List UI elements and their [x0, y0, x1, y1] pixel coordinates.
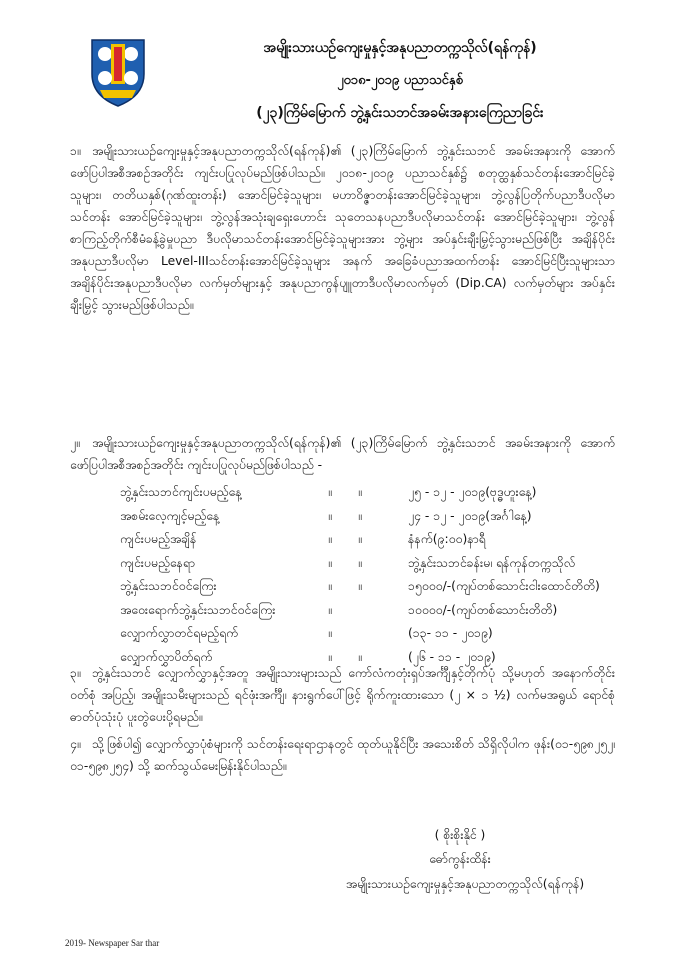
schedule-separator: ။	[328, 555, 332, 570]
schedule-label: ဘွဲ့နှင်းသဘင်ဝင်ကြေး	[120, 579, 217, 593]
schedule-separator: ။	[328, 602, 332, 617]
schedule-value: ဘွဲ့နှင်းသဘင်ခန်းမ၊ ရန်ကုန်တက္ကသိုလ်	[408, 555, 576, 570]
paragraph-number: ၃။	[70, 666, 81, 680]
schedule-value: နံနက်(၉:၀၀)နာရီ	[408, 532, 486, 546]
schedule-separator: ။	[328, 508, 332, 523]
schedule-row	[120, 509, 620, 533]
paragraph-number: ၂။	[70, 436, 80, 450]
paragraph-number: ၁။	[70, 144, 81, 158]
paragraph-number: ၄။	[70, 737, 81, 751]
schedule-row	[120, 626, 620, 650]
schedule-separator: ။	[328, 649, 332, 664]
schedule-label: ကျင်းပမည့်အချိန်	[120, 532, 197, 546]
schedule-label: ကျင်းပမည့်နေရာ	[120, 555, 196, 570]
schedule-label: ဘွဲ့နှင်းသဘင်ကျင်းပမည့်နေ့	[120, 485, 242, 499]
announcement-subject: (၂၃)ကြိမ်မြောက် ဘွဲ့နှင်းသဘင်အခမ်းအနားကြေညာခြင်း	[256, 105, 544, 121]
signatory-name: ( စိုးစိုးနိုင် )	[434, 828, 486, 842]
schedule-separator: ။	[328, 485, 332, 499]
paragraph-text: သို့ဖြစ်ပါ၍ လျှောက်လွှာပုံစံများကို သင်တန်းရေးရာဌာနတွင် ထုတ်ယူနိုင်ပြီး အသေးစိတ် သိရှိလိုပါက ဖုန်း(၀၁-၅၉၈၂၅၂၊ ၀၁-၅၉၈၂၅၄) သို့ ဆက်သွယ်မေးမြန်းနိုင်ပါသည်။	[70, 737, 615, 773]
paragraph-2	[70, 432, 615, 476]
schedule-row	[120, 556, 620, 580]
schedule-value: ၁၀၀၀၀/-(ကျပ်တစ်သောင်းတိတိ)	[408, 602, 558, 617]
signatory-organization: အမျိုးသားယဉ်ကျေးမှုနှင့်အနုပညာတက္ကသိုလ်(ရန်ကုန်)	[345, 877, 585, 891]
schedule-separator: ။	[328, 532, 332, 546]
paragraph-3	[70, 662, 615, 728]
schedule-row	[120, 579, 620, 603]
schedule-separator: ။	[328, 579, 332, 593]
paragraph-text: ဘွဲ့နှင်းသဘင် လျှောက်လွှာနှင့်အတူ အမျိုးသားများသည် ကော်လံကတုံးရှပ်အင်္ကျီနှင့်တိုက်ပုံ သို့မဟုတ် အနောက်တိုင်းဝတ်စုံ အပြည့်၊ အမျိုးသမီးများသည် ရင်ဖုံးအင်္ကျီ၊ နားရွက်ပေါ်ဖြင့် ရိုက်ကူးထားသော (၂ × ၁ ½) လက်မအရွယ် ရောင်စုံဓာတ်ပုံသုံးပုံ ပူးတွဲပေးပို့ရမည်။	[70, 666, 615, 724]
schedule-separator: ။	[358, 485, 362, 499]
signatory-position: ဓော်ကွန်းထိန်း	[429, 852, 491, 866]
paragraph-text: အမျိုးသားယဉ်ကျေးမှုနှင့်အနုပညာတက္ကသိုလ်(ရန်ကုန်)၏ (၂၃)ကြိမ်မြောက် ဘွဲ့နှင်းသဘင် အခမ်းအနားကို အောက်ဖော်ပြပါအစီအစဉ်အတိုင်း ကျင်းပပြုလုပ်မည်ဖြစ်ပါသည် -	[70, 436, 615, 472]
university-title: အမျိုးသားယဉ်ကျေးမှုနှင့်အနုပညာတက္ကသိုလ်(ရန်ကုန်)	[263, 40, 537, 56]
schedule-label: လျှောက်လွှာတင်ရမည့်ရက်	[120, 626, 239, 640]
schedule-separator: ။	[358, 579, 362, 593]
schedule-value: (၂၆ - ၁၁ - ၂၀၁၉)	[408, 649, 496, 664]
schedule-value: ၁၅၀၀၀/-(ကျပ်တစ်သောင်းငါးထောင်တိတိ)	[408, 579, 600, 593]
schedule-label: အဝေးရောက်ဘွဲ့နှင်းသဘင်ဝင်ကြေး	[120, 602, 276, 617]
schedule-row	[120, 532, 620, 556]
schedule-separator: ။	[358, 555, 362, 570]
schedule-label: လျှောက်လွှာပိတ်ရက်	[120, 649, 213, 664]
paragraph-4	[70, 733, 615, 777]
schedule-row	[120, 485, 620, 509]
paragraph-text: အမျိုးသားယဉ်ကျေးမှုနှင့်အနုပညာတက္ကသိုလ်(ရန်ကုန်)၏ (၂၃)ကြိမ်မြောက် ဘွဲ့နှင်းသဘင် အခမ်းအနားကို အောက်ဖော်ပြပါအစီအစဉ်အတိုင်း ကျင်းပပြုလုပ်မည်ဖြစ်ပါသည်။ ၂၀၁၈-၂၀၁၉ ပညာသင်နှစ်၌ စတုတ္ထနှစ်သင်တန်းအောင်မြင်ခဲ့သူများ၊ တတိယနှစ်(ဂုဏ်ထူးတန်း) အောင်မြင်ခဲ့သူများ၊ မဟာဝိဇ္ဇာတန်းအောင်မြင်ခဲ့သူများ၊ ဘွဲ့လွန်ပြတိုက်ပညာဒီပလိုမာသင်တန်း အောင်မြင်ခဲ့သူများ၊ ဘွဲ့လွန်အသုံးချရှေးဟောင်း သုတေသနပညာဒီပလိုမာသင်တန်း အောင်မြင်ခဲ့သူများ၊ ဘွဲ့လွန်စာကြည့်တိုက်စီမံခန့်ခွဲမှုပညာ ဒီပလိုမာသင်တန်းအောင်မြင်ခဲ့သူများအား ဘွဲ့များ အပ်နှင်းချီးမြှင့်သွားမည်ဖြစ်ပြီး အချိန်ပိုင်းအနုပညာဒီပလိုမာ Level-IIIသင်တန်းအောင်မြင်ခဲ့သူများ အနက် အခြေခံပညာအထက်တန်း အောင်မြင်ပြီးသူများသာ အချိန်ပိုင်းအနုပညာဒီပလိုမာ လက်မှတ်များနှင့် အနုပညာကွန်ပျူတာဒီပလိုမာလက်မှတ် (Dip.CA) လက်မှတ်များ အပ်နှင်းချီးမြှင့် သွားမည်ဖြစ်ပါသည်။	[70, 144, 615, 312]
schedule-row	[120, 603, 620, 627]
university-crest-icon	[88, 36, 148, 108]
schedule-label: အစမ်းလေ့ကျင့်မည့်နေ့	[120, 508, 220, 523]
schedule-value: ၂၄ - ၁၂ - ၂၀၁၉(အင်္ဂါနေ့)	[408, 508, 532, 523]
schedule-value: ၂၅ - ၁၂ - ၂၀၁၉(ဗုဒ္ဓဟူးနေ့)	[408, 485, 537, 499]
academic-year: ၂၀၁၈-၂၀၁၉ ပညာသင်နှစ်	[337, 73, 463, 88]
schedule-list	[120, 485, 620, 673]
schedule-value: (၁၃- ၁၁ - ၂၀၁၉)	[408, 626, 493, 640]
schedule-separator: ။	[358, 649, 362, 664]
schedule-separator: ။	[328, 626, 332, 640]
schedule-separator: ။	[358, 532, 362, 546]
paragraph-1	[70, 140, 615, 316]
source-footer: 2019- Newspaper Sar thar	[65, 938, 160, 948]
schedule-separator: ။	[358, 508, 362, 523]
